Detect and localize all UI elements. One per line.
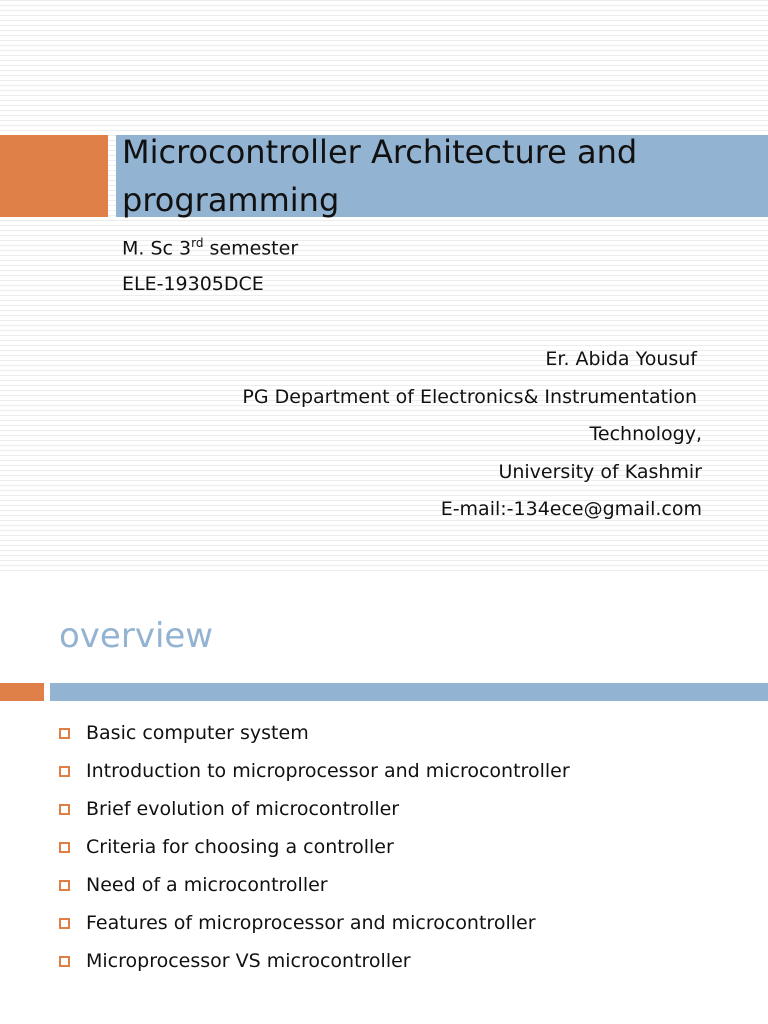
list-item-text: Features of microprocessor and microcontroller (86, 912, 536, 934)
slide-title-line-2: programming (122, 181, 340, 219)
slide-title-line-1: Microcontroller Architecture and (122, 133, 638, 171)
author-university: University of Kashmir (498, 461, 702, 483)
list-item-text: Criteria for choosing a controller (86, 836, 394, 858)
list-item-text: Introduction to microprocessor and microcontroller (86, 760, 570, 782)
list-item-text: Microprocessor VS microcontroller (86, 950, 411, 972)
hollow-square-bullet-icon (59, 842, 70, 853)
blue-divider-bar (50, 683, 768, 701)
hollow-square-bullet-icon (59, 766, 70, 777)
list-item (59, 828, 570, 866)
hollow-square-bullet-icon (59, 880, 70, 891)
author-department: PG Department of Electronics& Instrumentation (242, 386, 697, 408)
overview-list (59, 714, 570, 980)
list-item-text: Brief evolution of microcontroller (86, 798, 400, 820)
hollow-square-bullet-icon (59, 918, 70, 929)
course-semester (122, 236, 298, 259)
list-item-text: Need of a microcontroller (86, 874, 328, 896)
list-item (59, 714, 570, 752)
author-name: Er. Abida Yousuf (545, 348, 697, 370)
list-item (59, 752, 570, 790)
list-item (59, 904, 570, 942)
course-semester-suffix: semester (203, 237, 299, 260)
hollow-square-bullet-icon (59, 728, 70, 739)
list-item (59, 790, 570, 828)
author-email: E-mail:-134ece@gmail.com (440, 498, 702, 520)
overview-title: overview (59, 616, 214, 656)
course-semester-prefix: M. Sc 3 (122, 237, 192, 260)
list-item-text: Basic computer system (86, 722, 309, 744)
course-code: ELE-19305DCE (122, 273, 264, 295)
hollow-square-bullet-icon (59, 804, 70, 815)
list-item (59, 942, 570, 980)
orange-accent-block (0, 135, 108, 217)
orange-accent-block (0, 683, 44, 701)
hollow-square-bullet-icon (59, 956, 70, 967)
course-semester-superscript: rd (191, 236, 204, 250)
overview-slide (0, 586, 768, 1024)
author-department-cont: Technology, (589, 423, 702, 445)
slide-title (122, 128, 722, 224)
list-item (59, 866, 570, 904)
